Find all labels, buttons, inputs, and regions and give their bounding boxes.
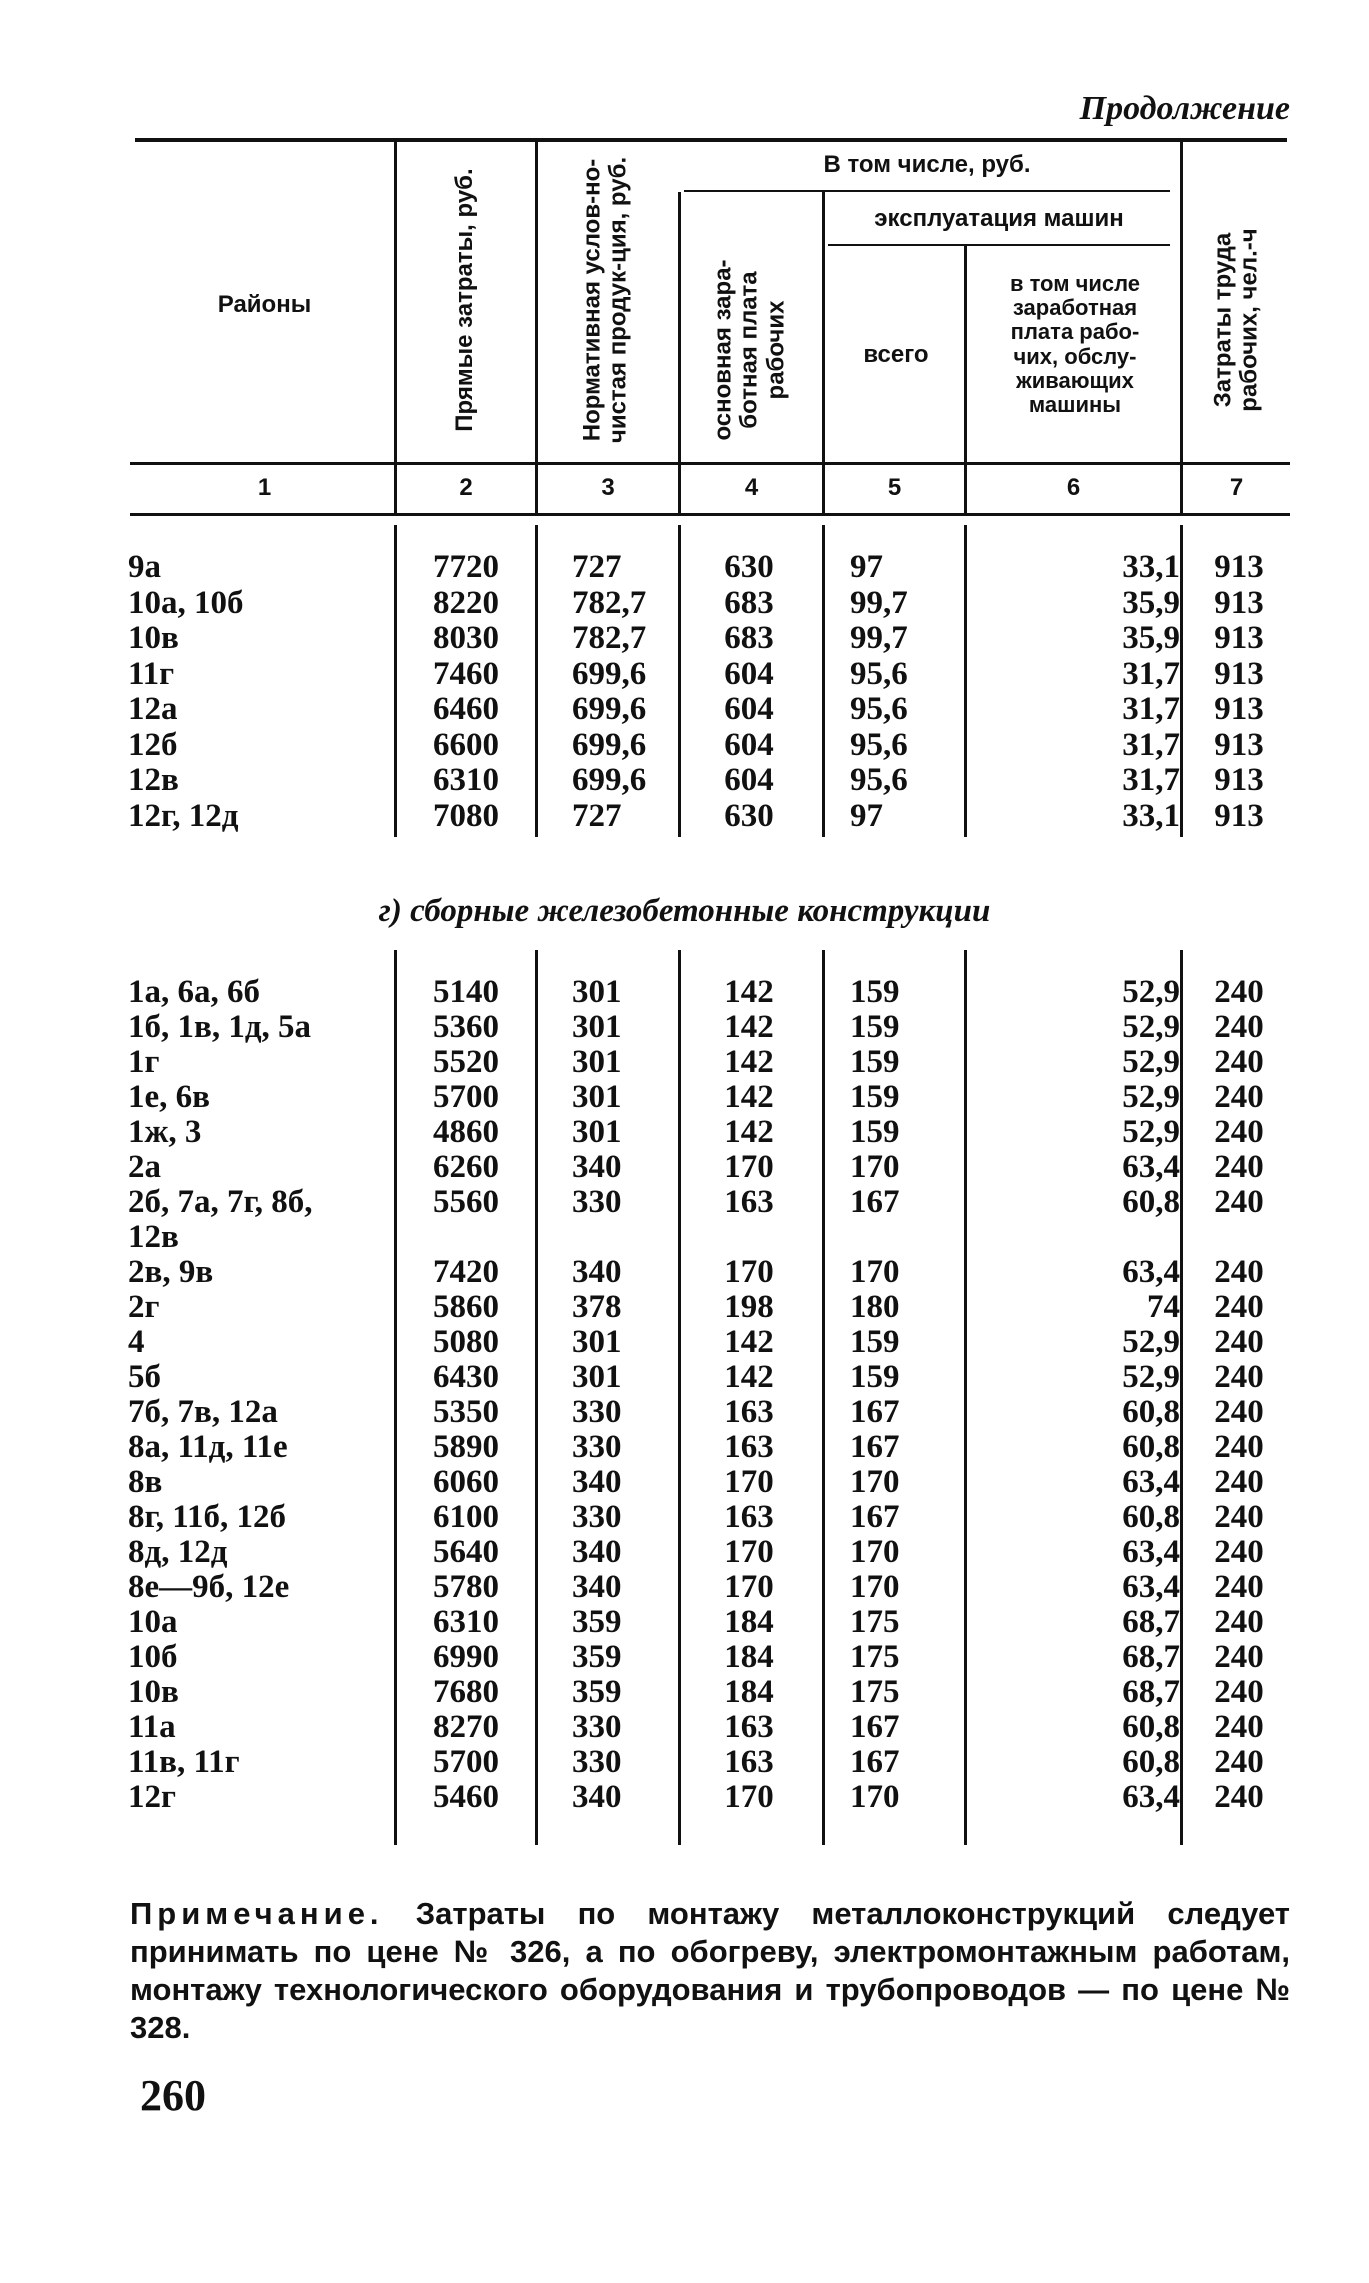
- region-cell: 2г: [128, 1289, 160, 1325]
- value-cell-c4: 170: [724, 1779, 774, 1815]
- value-cell-c3: 340: [572, 1464, 622, 1500]
- header-main-wage: основная зара-ботная плата рабочих: [709, 259, 790, 441]
- value-cell-c6: 60,8: [1122, 1429, 1180, 1465]
- value-cell-c6: 31,7: [1122, 691, 1180, 727]
- table-row: [0, 1675, 1369, 1710]
- region-cell: 8е—9б, 12е: [128, 1569, 290, 1605]
- table-row: [0, 1745, 1369, 1780]
- region-cell: 8г, 11б, 12б: [128, 1499, 286, 1535]
- value-cell-c5: 159: [850, 1079, 900, 1115]
- section-title: г) сборные железобетонные конструкции: [378, 893, 991, 929]
- region-cell: 7б, 7в, 12а: [128, 1394, 278, 1430]
- value-cell-c7: 240: [1214, 1534, 1264, 1570]
- region-cell: 1г: [128, 1044, 160, 1080]
- value-cell-c4: 683: [724, 620, 774, 656]
- value-cell-c3: 340: [572, 1569, 622, 1605]
- header-normative-output: Нормативная услов-но-чистая продук-ция, руб.: [578, 156, 632, 444]
- value-cell-c5: 97: [850, 797, 883, 834]
- value-cell-c6: 63,4: [1122, 1149, 1180, 1185]
- value-cell-c5: 175: [850, 1674, 900, 1710]
- value-cell-c6: 31,7: [1122, 726, 1180, 763]
- value-cell-c3: 727: [572, 797, 622, 834]
- value-cell-c4: 142: [724, 1114, 774, 1150]
- header-direct-costs: Прямые затраты, руб.: [450, 168, 478, 432]
- header-bottom-rule: [130, 462, 1290, 465]
- value-cell-c4: 142: [724, 974, 774, 1010]
- table-row: [0, 692, 1369, 727]
- value-cell-c2: 7080: [433, 797, 499, 834]
- value-cell-c6: 60,8: [1122, 1499, 1180, 1535]
- value-cell-c4: 142: [724, 1359, 774, 1395]
- value-cell-c7: 240: [1214, 1394, 1264, 1430]
- table-row: [0, 799, 1369, 834]
- value-cell-c5: 159: [850, 974, 900, 1010]
- value-cell-c6: 60,8: [1122, 1744, 1180, 1780]
- value-cell-c6: 33,1: [1122, 797, 1180, 834]
- value-cell-c3: 330: [572, 1184, 622, 1220]
- region-cell: 2б, 7а, 7г, 8б,: [128, 1184, 313, 1220]
- region-cell: 9а: [128, 549, 161, 585]
- value-cell-c6: 68,7: [1122, 1674, 1180, 1710]
- value-cell-c2: 5360: [433, 1009, 499, 1045]
- colnum-1: 1: [257, 474, 272, 501]
- colnum-5: 5: [887, 474, 902, 501]
- value-cell-c5: 159: [850, 1114, 900, 1150]
- value-cell-c3: 359: [572, 1604, 622, 1640]
- value-cell-c3: 727: [572, 549, 622, 585]
- value-cell-c6: 63,4: [1122, 1254, 1180, 1290]
- value-cell-c5: 175: [850, 1639, 900, 1675]
- value-cell-c7: 240: [1214, 1044, 1264, 1080]
- table-row: [0, 1045, 1369, 1080]
- region-cell: 10а, 10б: [128, 584, 244, 621]
- value-cell-c4: 163: [724, 1184, 774, 1220]
- table-row: [0, 728, 1369, 763]
- value-cell-c4: 142: [724, 1044, 774, 1080]
- table-row: [0, 586, 1369, 621]
- value-cell-c7: 240: [1214, 1324, 1264, 1360]
- value-cell-c4: 170: [724, 1464, 774, 1500]
- value-cell-c2: 5560: [433, 1184, 499, 1220]
- value-cell-c4: 184: [724, 1604, 774, 1640]
- value-cell-c3: 340: [572, 1149, 622, 1185]
- value-cell-c5: 167: [850, 1709, 900, 1745]
- region-cell: 4: [128, 1324, 145, 1360]
- value-cell-c4: 142: [724, 1079, 774, 1115]
- value-cell-c3: 359: [572, 1674, 622, 1710]
- colnum-4: 4: [744, 474, 759, 501]
- value-cell-c3: 699,6: [572, 762, 647, 798]
- value-cell-c7: 913: [1214, 655, 1264, 692]
- value-cell-c7: 240: [1214, 1604, 1264, 1640]
- value-cell-c7: 240: [1214, 1079, 1264, 1115]
- table-row: [0, 1570, 1369, 1605]
- value-cell-c4: 163: [724, 1429, 774, 1465]
- colnum-7: 7: [1229, 474, 1244, 501]
- value-cell-c5: 97: [850, 549, 883, 585]
- value-cell-c4: 163: [724, 1499, 774, 1535]
- value-cell-c2: 5460: [433, 1779, 499, 1815]
- value-cell-c5: 167: [850, 1499, 900, 1535]
- table-row: [0, 1255, 1369, 1290]
- value-cell-c6: 68,7: [1122, 1604, 1180, 1640]
- value-cell-c3: 699,6: [572, 726, 647, 763]
- value-cell-c7: 913: [1214, 726, 1264, 763]
- value-cell-c5: 170: [850, 1149, 900, 1185]
- region-cell: 1а, 6а, 6б: [128, 974, 260, 1010]
- value-cell-c5: 170: [850, 1779, 900, 1815]
- value-cell-c2: 6990: [433, 1639, 499, 1675]
- table-row: [0, 550, 1369, 585]
- value-cell-c2: 8220: [433, 584, 499, 621]
- value-cell-c6: 52,9: [1122, 974, 1180, 1010]
- table-row: [0, 1290, 1369, 1325]
- value-cell-c3: 301: [572, 1359, 622, 1395]
- value-cell-c2: 4860: [433, 1114, 499, 1150]
- table-row: [0, 1080, 1369, 1115]
- value-cell-c3: 330: [572, 1709, 622, 1745]
- value-cell-c7: 240: [1214, 1744, 1264, 1780]
- value-cell-c3: 378: [572, 1289, 622, 1325]
- table-row: [0, 1220, 1369, 1255]
- region-cell: 8а, 11д, 11е: [128, 1429, 288, 1465]
- value-cell-c2: 5350: [433, 1394, 499, 1430]
- value-cell-c6: 52,9: [1122, 1009, 1180, 1045]
- header-top-rule: [135, 138, 1287, 142]
- value-cell-c2: 7420: [433, 1254, 499, 1290]
- value-cell-c4: 630: [724, 549, 774, 585]
- header-total: всего: [863, 341, 929, 368]
- value-cell-c5: 95,6: [850, 691, 908, 727]
- value-cell-c2: 6430: [433, 1359, 499, 1395]
- value-cell-c2: 7680: [433, 1674, 499, 1710]
- value-cell-c3: 301: [572, 1114, 622, 1150]
- region-cell: 12в: [128, 762, 179, 798]
- value-cell-c6: 52,9: [1122, 1079, 1180, 1115]
- table-row: [0, 1360, 1369, 1395]
- value-cell-c2: 5780: [433, 1569, 499, 1605]
- value-cell-c4: 604: [724, 762, 774, 798]
- region-cell: 12в: [128, 1219, 179, 1255]
- value-cell-c3: 301: [572, 1324, 622, 1360]
- value-cell-c6: 31,7: [1122, 655, 1180, 692]
- value-cell-c7: 240: [1214, 1674, 1264, 1710]
- header-incl-wage-machinists: в том числе заработная плата рабо-чих, обслу-живающих машины: [1009, 271, 1141, 417]
- region-cell: 1б, 1в, 1д, 5а: [128, 1009, 312, 1045]
- table-row: [0, 1325, 1369, 1360]
- value-cell-c6: 60,8: [1122, 1394, 1180, 1430]
- value-cell-c4: 142: [724, 1324, 774, 1360]
- value-cell-c3: 301: [572, 1079, 622, 1115]
- value-cell-c3: 699,6: [572, 691, 647, 727]
- value-cell-c4: 163: [724, 1394, 774, 1430]
- value-cell-c5: 170: [850, 1254, 900, 1290]
- value-cell-c4: 163: [724, 1709, 774, 1745]
- value-cell-c2: 6310: [433, 762, 499, 798]
- table-row: [0, 1780, 1369, 1815]
- value-cell-c6: 60,8: [1122, 1184, 1180, 1220]
- value-cell-c7: 240: [1214, 1149, 1264, 1185]
- header-vline-3: [678, 192, 681, 514]
- machines-rule: [828, 244, 1170, 246]
- value-cell-c3: 340: [572, 1534, 622, 1570]
- value-cell-c7: 913: [1214, 620, 1264, 656]
- region-cell: 12а: [128, 691, 178, 727]
- region-cell: 2а: [128, 1149, 161, 1185]
- value-cell-c4: 170: [724, 1149, 774, 1185]
- value-cell-c7: 240: [1214, 1499, 1264, 1535]
- value-cell-c7: 240: [1214, 974, 1264, 1010]
- value-cell-c7: 240: [1214, 1464, 1264, 1500]
- value-cell-c6: 35,9: [1122, 620, 1180, 656]
- value-cell-c7: 240: [1214, 1254, 1264, 1290]
- value-cell-c6: 60,8: [1122, 1709, 1180, 1745]
- value-cell-c7: 240: [1214, 1779, 1264, 1815]
- value-cell-c3: 301: [572, 1009, 622, 1045]
- header-vline-1: [394, 142, 397, 514]
- table-row: [0, 1115, 1369, 1150]
- region-cell: 2в, 9в: [128, 1254, 214, 1290]
- value-cell-c5: 175: [850, 1604, 900, 1640]
- value-cell-c4: 170: [724, 1534, 774, 1570]
- header-vline-4: [822, 192, 825, 514]
- value-cell-c4: 604: [724, 726, 774, 763]
- region-cell: 11г: [128, 655, 175, 692]
- value-cell-c2: 5860: [433, 1289, 499, 1325]
- value-cell-c2: 5140: [433, 974, 499, 1010]
- value-cell-c5: 95,6: [850, 726, 908, 763]
- region-cell: 11в, 11г: [128, 1744, 240, 1780]
- value-cell-c3: 782,7: [572, 620, 647, 656]
- value-cell-c5: 167: [850, 1184, 900, 1220]
- header-including: В том числе, руб.: [823, 151, 1031, 178]
- value-cell-c2: 5080: [433, 1324, 499, 1360]
- value-cell-c5: 159: [850, 1009, 900, 1045]
- note: [130, 1895, 1290, 2047]
- value-cell-c5: 170: [850, 1464, 900, 1500]
- region-cell: 10в: [128, 1674, 179, 1710]
- value-cell-c5: 167: [850, 1394, 900, 1430]
- value-cell-c2: 7720: [433, 549, 499, 585]
- value-cell-c2: 8030: [433, 620, 499, 656]
- including-rule: [684, 190, 1170, 192]
- region-cell: 10в: [128, 620, 179, 656]
- value-cell-c4: 683: [724, 584, 774, 621]
- value-cell-c2: 6310: [433, 1604, 499, 1640]
- value-cell-c5: 167: [850, 1744, 900, 1780]
- value-cell-c2: 6100: [433, 1499, 499, 1535]
- value-cell-c5: 99,7: [850, 584, 908, 621]
- value-cell-c6: 52,9: [1122, 1324, 1180, 1360]
- value-cell-c4: 630: [724, 797, 774, 834]
- value-cell-c2: 7460: [433, 655, 499, 692]
- value-cell-c7: 240: [1214, 1289, 1264, 1325]
- value-cell-c3: 699,6: [572, 655, 647, 692]
- value-cell-c4: 184: [724, 1639, 774, 1675]
- table-row: [0, 1465, 1369, 1500]
- value-cell-c4: 184: [724, 1674, 774, 1710]
- value-cell-c4: 604: [724, 691, 774, 727]
- region-cell: 1е, 6в: [128, 1079, 210, 1115]
- value-cell-c6: 33,1: [1122, 549, 1180, 585]
- header-vline-2: [535, 142, 538, 514]
- note-label: Примечание.: [130, 1896, 384, 1931]
- value-cell-c6: 35,9: [1122, 584, 1180, 621]
- value-cell-c3: 359: [572, 1639, 622, 1675]
- value-cell-c3: 330: [572, 1429, 622, 1465]
- table-row: [0, 1605, 1369, 1640]
- value-cell-c3: 301: [572, 1044, 622, 1080]
- value-cell-c6: 68,7: [1122, 1639, 1180, 1675]
- value-cell-c5: 170: [850, 1569, 900, 1605]
- value-cell-c5: 95,6: [850, 762, 908, 798]
- table-row: [0, 1710, 1369, 1745]
- value-cell-c4: 170: [724, 1254, 774, 1290]
- header-labor-costs: Затраты труда рабочих, чел.-ч: [1209, 228, 1263, 412]
- colnum-2: 2: [459, 474, 473, 501]
- table-row: [0, 1150, 1369, 1185]
- region-cell: 10а: [128, 1604, 178, 1640]
- value-cell-c7: 913: [1214, 762, 1264, 798]
- value-cell-c3: 301: [572, 974, 622, 1010]
- value-cell-c5: 167: [850, 1429, 900, 1465]
- region-cell: 10б: [128, 1639, 178, 1675]
- region-cell: 1ж, 3: [128, 1114, 202, 1150]
- value-cell-c7: 913: [1214, 549, 1264, 585]
- value-cell-c6: 63,4: [1122, 1534, 1180, 1570]
- value-cell-c7: 240: [1214, 1429, 1264, 1465]
- value-cell-c2: 5890: [433, 1429, 499, 1465]
- value-cell-c2: 6460: [433, 691, 499, 727]
- note-text: Затраты по монтажу металлоконструкций следует принимать по цене № 326, а по обогреву, электромонтажным работам, монтажу технологического оборудования и трубопроводов — по цене № 328.: [130, 1896, 1290, 2045]
- colnum-6: 6: [1066, 474, 1081, 501]
- value-cell-c3: 340: [572, 1254, 622, 1290]
- value-cell-c5: 159: [850, 1359, 900, 1395]
- table-row: [0, 763, 1369, 798]
- value-cell-c3: 340: [572, 1779, 622, 1815]
- value-cell-c6: 63,4: [1122, 1464, 1180, 1500]
- value-cell-c6: 31,7: [1122, 762, 1180, 798]
- value-cell-c7: 913: [1214, 797, 1264, 834]
- value-cell-c3: 782,7: [572, 584, 647, 621]
- table-row: [0, 1500, 1369, 1535]
- value-cell-c6: 63,4: [1122, 1779, 1180, 1815]
- table-row: [0, 1185, 1369, 1220]
- region-cell: 12г: [128, 1779, 176, 1815]
- value-cell-c2: 6600: [433, 726, 499, 763]
- region-cell: 8д, 12д: [128, 1534, 228, 1570]
- value-cell-c6: 74: [1147, 1289, 1180, 1325]
- value-cell-c6: 63,4: [1122, 1569, 1180, 1605]
- region-cell: 5б: [128, 1359, 161, 1395]
- table-row: [0, 1010, 1369, 1045]
- value-cell-c7: 240: [1214, 1184, 1264, 1220]
- table-row: [0, 975, 1369, 1010]
- value-cell-c7: 240: [1214, 1009, 1264, 1045]
- value-cell-c3: 330: [572, 1499, 622, 1535]
- value-cell-c5: 170: [850, 1534, 900, 1570]
- region-cell: 11а: [128, 1709, 176, 1745]
- value-cell-c2: 6260: [433, 1149, 499, 1185]
- value-cell-c7: 240: [1214, 1639, 1264, 1675]
- continuation-label: Продолжение: [1079, 90, 1290, 127]
- value-cell-c6: 52,9: [1122, 1044, 1180, 1080]
- value-cell-c7: 240: [1214, 1359, 1264, 1395]
- value-cell-c7: 913: [1214, 584, 1264, 621]
- header-vline-6: [1180, 142, 1183, 514]
- value-cell-c5: 95,6: [850, 655, 908, 692]
- table-row: [0, 621, 1369, 656]
- value-cell-c7: 240: [1214, 1569, 1264, 1605]
- value-cell-c5: 159: [850, 1324, 900, 1360]
- value-cell-c7: 240: [1214, 1114, 1264, 1150]
- value-cell-c2: 5520: [433, 1044, 499, 1080]
- header-regions: Районы: [217, 291, 312, 318]
- value-cell-c2: 8270: [433, 1709, 499, 1745]
- table-row: [0, 1640, 1369, 1675]
- table-row: [0, 1430, 1369, 1465]
- value-cell-c2: 5700: [433, 1744, 499, 1780]
- value-cell-c6: 52,9: [1122, 1114, 1180, 1150]
- value-cell-c6: 52,9: [1122, 1359, 1180, 1395]
- value-cell-c7: 913: [1214, 691, 1264, 727]
- value-cell-c4: 198: [724, 1289, 774, 1325]
- value-cell-c5: 180: [850, 1289, 900, 1325]
- value-cell-c2: 5640: [433, 1534, 499, 1570]
- value-cell-c5: 99,7: [850, 620, 908, 656]
- region-cell: 12б: [128, 726, 178, 763]
- colnum-3: 3: [601, 474, 615, 501]
- table-row: [0, 657, 1369, 692]
- colnum-bottom-rule: [130, 513, 1290, 516]
- value-cell-c4: 163: [724, 1744, 774, 1780]
- value-cell-c4: 604: [724, 655, 774, 692]
- value-cell-c4: 142: [724, 1009, 774, 1045]
- region-cell: 8в: [128, 1464, 163, 1500]
- value-cell-c3: 330: [572, 1744, 622, 1780]
- region-cell: 12г, 12д: [128, 797, 239, 834]
- header-machine-operation: эксплуатация машин: [874, 205, 1124, 232]
- value-cell-c4: 170: [724, 1569, 774, 1605]
- value-cell-c3: 330: [572, 1394, 622, 1430]
- table-row: [0, 1395, 1369, 1430]
- value-cell-c7: 240: [1214, 1709, 1264, 1745]
- value-cell-c2: 5700: [433, 1079, 499, 1115]
- value-cell-c5: 159: [850, 1044, 900, 1080]
- page-number: 260: [140, 2071, 206, 2120]
- value-cell-c2: 6060: [433, 1464, 499, 1500]
- table-row: [0, 1535, 1369, 1570]
